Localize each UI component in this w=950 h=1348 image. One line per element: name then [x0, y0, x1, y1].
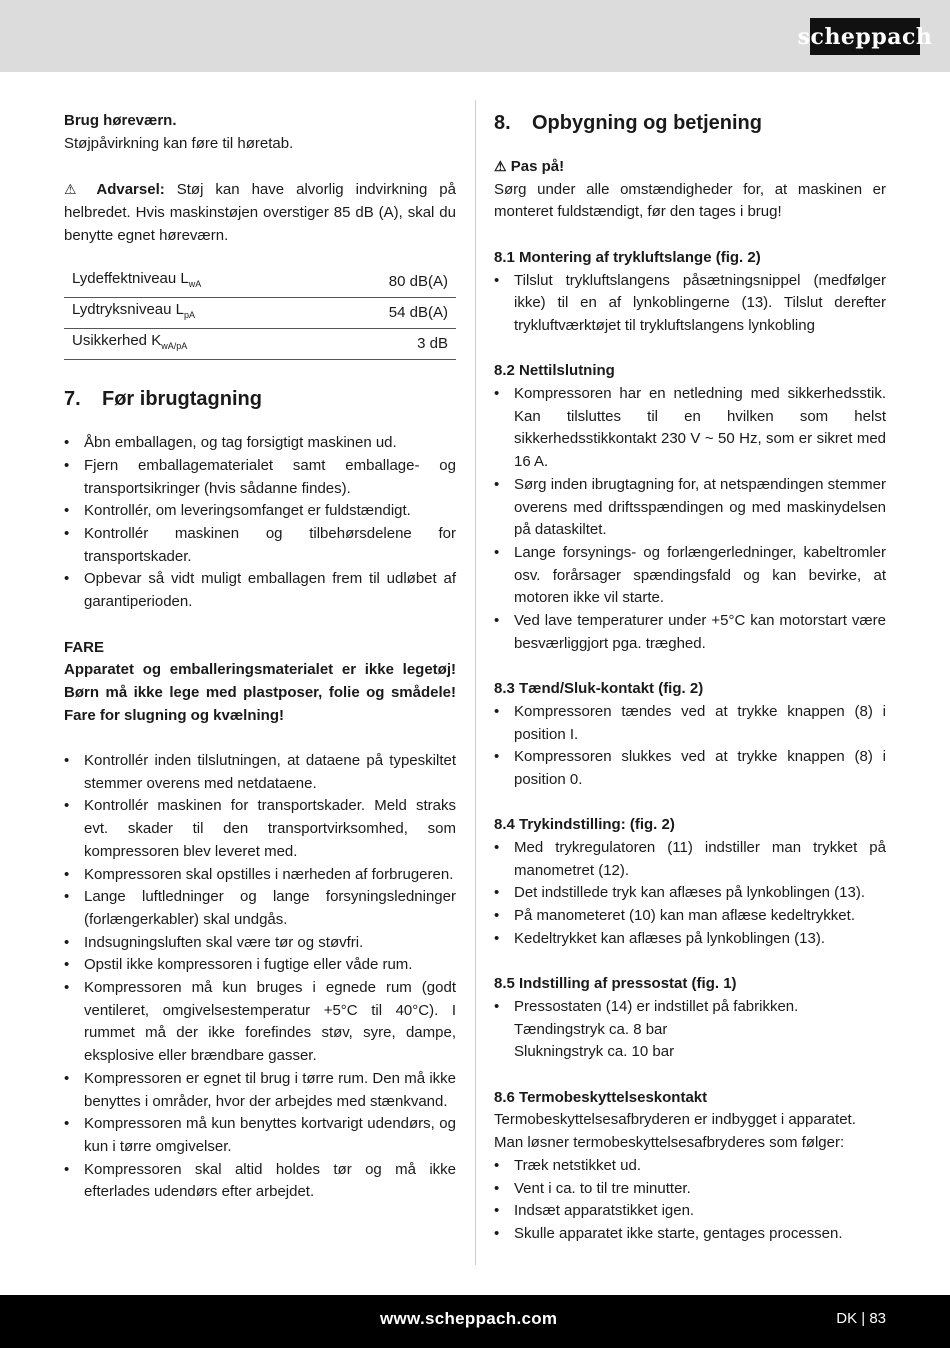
list-item: • Det indstillede tryk kan aflæses på lynkoblingen (13).	[494, 882, 886, 905]
caution-heading	[494, 155, 886, 179]
list-item: • Kompressoren er egnet til brug i tørre rum. Den må ikke benyttes i områder, hvor der arbejdes med stænkvand.	[64, 1068, 456, 1113]
section-8-4-list	[494, 837, 886, 951]
list-item: • Indsugningsluften skal være tør og støvfri.	[64, 932, 456, 955]
list-item: • Skulle apparatet ikke starte, gentages processen.	[494, 1223, 886, 1246]
list-item: • Kompressoren tændes ved at trykke knappen (8) i position I.	[494, 701, 886, 746]
noise-value: 3 dB	[322, 329, 456, 360]
section-7-number: 7.	[64, 388, 81, 411]
table-row	[64, 298, 456, 329]
list-item: • Lange luftledninger og lange forsyningsledninger (forlængerkabler) skal undgås.	[64, 886, 456, 931]
section-8-5-title: 8.5 Indstilling af pressostat (fig. 1)	[494, 975, 737, 993]
list-item: • Opstil ikke kompressoren i fugtige eller våde rum.	[64, 954, 456, 977]
column-divider	[475, 100, 476, 1265]
section-8-4-title: 8.4 Trykindstilling: (fig. 2)	[494, 816, 675, 834]
noise-value: 54 dB(A)	[322, 298, 456, 329]
section-8-6-list	[494, 1155, 886, 1246]
list-item: • Kompressoren må kun benyttes kortvarigt udendørs, og kun i tørre omgivelser.	[64, 1113, 456, 1158]
list-item: • Med trykregulatoren (11) indstiller man trykket på manometret (12).	[494, 837, 886, 882]
table-row	[64, 329, 456, 360]
language-code: DK	[836, 1310, 858, 1327]
right-column	[494, 110, 886, 1246]
list-item: • Kompressoren skal altid holdes tør og må ikke efterlades udendørs efter arbejdet.	[64, 1159, 456, 1204]
ignition-pressure: Tændingstryk ca. 8 bar	[514, 1020, 668, 1038]
section-8-title: Opbygning og betjening	[532, 112, 762, 134]
section-8-2-title: 8.2 Nettilslutning	[494, 362, 615, 380]
left-column	[64, 110, 456, 1204]
section-7-list	[64, 432, 456, 614]
list-item: • Kompressoren må kun bruges i egnede rum (godt ventileret, omgivelsestemperatur +5°C til 40°C). I rummet må der ikke forefindes støv, syre, dampe, eksplosive eller brændbare gasser.	[64, 977, 456, 1068]
list-item: • Opbevar så vidt muligt emballagen frem til udløbet af garantiperioden.	[64, 568, 456, 613]
caution-label: Pas på!	[510, 158, 565, 175]
section-8-5-list	[494, 996, 886, 1019]
website-link[interactable]: www.scheppach.com	[380, 1309, 558, 1328]
section-8-6-text-1: Termobeskyttelsesafbryderen er indbygget i apparatet.	[494, 1111, 856, 1129]
section-8-3-list	[494, 701, 886, 792]
page-number: 83	[869, 1310, 886, 1327]
section-8-1-list	[494, 270, 886, 338]
noise-label-cell	[64, 329, 322, 360]
list-item: • Pressostaten (14) er indstillet på fabrikken.	[494, 996, 886, 1019]
warning-triangle-icon: ⚠	[494, 158, 507, 174]
list-item: • Træk netstikket ud.	[494, 1155, 886, 1178]
noise-value: 80 dB(A)	[322, 267, 456, 298]
warning-text: Støj kan have alvorlig indvirkning på helbredet. Hvis maskinstøjen overstiger 85 dB (A), skal du benytte egnet høreværn.	[64, 181, 456, 244]
noise-label: Usikkerhed K	[72, 332, 162, 350]
danger-text: Apparatet og emballeringsmaterialet er ikke legetøj! Børn må ikke lege med plastposer, folie og smådele! Fare for slugning og kvælning!	[64, 661, 456, 724]
list-item: • Lange forsynings- og forlængerledninger, kabeltromler osv. forårsager spændingsfald og kan bevirke, at motoren ikke vil starte.	[494, 542, 886, 610]
list-item: • Tilslut trykluftslangens påsætningsnippel (medfølger ikke) til en af lynkoblingerne (13). Tilslut derefter trykluftværktøjet til trykluftslangens lynkobling	[494, 270, 886, 338]
section-8-1-title: 8.1 Montering af trykluftslange (fig. 2)	[494, 248, 761, 266]
table-row	[64, 267, 456, 298]
caution-text: Sørg under alle omstændigheder for, at maskinen er monteret fuldstændigt, før den tages i brug!	[494, 180, 886, 221]
section-8-3-title: 8.3 Tænd/Sluk-kontakt (fig. 2)	[494, 680, 704, 698]
list-item: • På manometeret (10) kan man aflæse kedeltrykket.	[494, 905, 886, 928]
warning-label: Advarsel:	[96, 181, 165, 199]
list-item: • Kontrollér, om leveringsomfanget er fuldstændigt.	[64, 500, 456, 523]
section-8-2-list	[494, 383, 886, 655]
list-item: • Sørg inden ibrugtagning for, at netspændingen stemmer overens med driftsspændingen og med maskinydelsen på dataskiltet.	[494, 474, 886, 542]
noise-label-cell	[64, 267, 322, 298]
hearing-text: Støjpåvirkning kan føre til høretab.	[64, 134, 294, 152]
checks-list	[64, 750, 456, 1204]
list-item: • Kompressoren slukkes ved at trykke knappen (8) i position 0.	[494, 746, 886, 791]
section-8-6-text-2: Man løsner termobeskyttelsesafbryderes som følger:	[494, 1134, 845, 1152]
warning-paragraph	[64, 178, 456, 247]
list-item: • Kompressoren har en netledning med sikkerhedsstik. Kan tilsluttes til en hvilken som helst sikkerhedsstikkontakt 230 V ~ 50 Hz, som er sikret med 16 A.	[494, 383, 886, 474]
list-item: • Fjern emballagematerialet samt emballage- og transportsikringer (hvis sådanne findes).	[64, 455, 456, 500]
list-item: • Kontrollér maskinen for transportskader. Meld straks evt. skader til den transportvirksomhed, som kompressoren blev leveret med.	[64, 795, 456, 863]
section-8-6-title: 8.6 Termobeskyttelseskontakt	[494, 1088, 708, 1106]
list-item: • Åbn emballagen, og tag forsigtigt maskinen ud.	[64, 432, 456, 455]
noise-subscript: wA/pA	[161, 341, 188, 352]
footer-bar	[0, 1295, 950, 1348]
noise-label-cell	[64, 298, 322, 329]
header-bar	[0, 0, 950, 72]
list-item: • Kontrollér inden tilslutningen, at dataene på typeskiltet stemmer overens med netdataene.	[64, 750, 456, 795]
noise-subscript: wA	[188, 279, 202, 290]
danger-title: FARE	[64, 638, 105, 656]
noise-subscript: pA	[184, 310, 196, 321]
page-indicator: DK | 83	[836, 1310, 886, 1327]
list-item: • Kompressoren skal opstilles i nærheden af forbrugeren.	[64, 864, 456, 887]
section-8-number: 8.	[494, 112, 511, 134]
noise-table	[64, 267, 456, 360]
list-item: • Ved lave temperaturer under +5°C kan motorstart være besværliggjort pga. træghed.	[494, 610, 886, 655]
warning-triangle-icon: ⚠	[64, 181, 85, 198]
list-item: • Indsæt apparatstikket igen.	[494, 1200, 886, 1223]
shutoff-pressure: Slukningstryk ca. 10 bar	[514, 1043, 675, 1061]
section-7-title: Før ibrugtagning	[102, 388, 262, 411]
scheppach-logo: scheppach	[810, 18, 920, 55]
list-item: • Kontrollér maskinen og tilbehørsdelene for transportskader.	[64, 523, 456, 568]
section-7-heading	[64, 386, 456, 412]
list-item: • Vent i ca. to til tre minutter.	[494, 1178, 886, 1201]
noise-label: Lydeffektniveau L	[72, 270, 189, 288]
hearing-title: Brug høreværn.	[64, 112, 177, 129]
list-item: • Kedeltrykket kan aflæses på lynkoblingen (13).	[494, 928, 886, 951]
section-8-heading	[494, 110, 886, 136]
noise-label: Lydtryksniveau L	[72, 301, 185, 319]
